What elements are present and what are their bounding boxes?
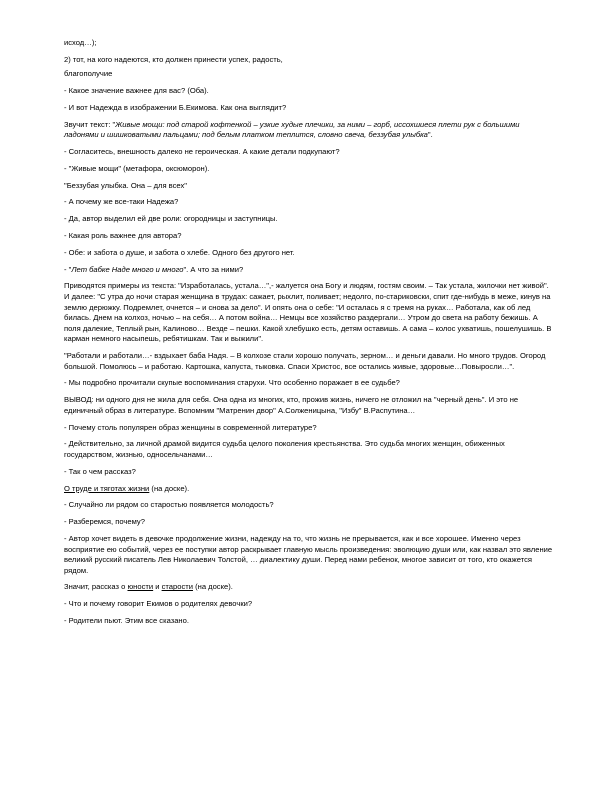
paragraph-23: - Случайно ли рядом со старостью появляется молодость? xyxy=(64,500,274,510)
summary-youth: юности xyxy=(127,582,154,592)
quote-open: Звучит текст: " xyxy=(64,119,116,129)
paragraph-3: благополучие xyxy=(64,69,113,79)
summary-old-age: старости xyxy=(161,582,193,592)
question-close: ". А что за ними? xyxy=(183,264,244,274)
paragraph-17: - Мы подробно прочитали скупые воспоминания старухи. Что особенно поражает в ее судьбе? xyxy=(64,378,400,388)
paragraph-7: - Согласитесь, внешность далеко не героическая. А какие детали подкупают? xyxy=(64,147,340,157)
question-open: - " xyxy=(64,264,72,274)
paragraph-26 xyxy=(64,582,556,593)
paragraph-11: - Да, автор выделил ей две роли: огородницы и заступницы. xyxy=(64,214,278,224)
paragraph-10: - А почему же все-таки Надежа? xyxy=(64,197,179,207)
paragraph-28: - Родители пьют. Этим все сказано. xyxy=(64,616,189,626)
paragraph-4: - Какое значение важнее для вас? (Оба). xyxy=(64,86,209,96)
summary-start: Значит, рассказ о xyxy=(64,582,128,592)
paragraph-14 xyxy=(64,265,556,276)
paragraph-25: - Автор хочет видеть в девочке продолжение жизни, надежду на то, что жизнь не прерывается, как и все хорошее. Именно через восприятие ею событий, через ее поступки автор раскрывает главную мысль произведения: эволюцию души или, как назвал это явление великий русский писатель Лев Николаевич Толстой, … диалектику души. Перед нами ребенок, многое зависит от того, кто окажется рядом. xyxy=(64,533,553,575)
paragraph-1: исход…); xyxy=(64,38,97,47)
paragraph-20: - Действительно, за личной драмой видится судьба целого поколения крестьянства. Это судьба многих женщин, обиженных государством, жизнью, односельчанами… xyxy=(64,439,505,459)
paragraph-27: - Что и почему говорит Екимов о родителях девочки? xyxy=(64,599,253,609)
paragraph-12: - Какая роль важнее для автора? xyxy=(64,231,182,240)
paragraph-2: 2) тот, на кого надеются, кто должен принести успех, радость, xyxy=(64,54,283,64)
paragraph-9: "Беззубая улыбка. Она – для всех" xyxy=(64,180,187,190)
summary-note: (на доске). xyxy=(192,582,233,592)
paragraph-5: - И вот Надежда в изображении Б.Екимова. Как она выглядит? xyxy=(64,102,287,112)
paragraph-13: - Обе: и забота о душе, и забота о хлебе. Одного без другого нет. xyxy=(64,247,295,257)
quote-close: ". xyxy=(427,130,433,140)
paragraph-19: - Почему столь популярен образ женщины в современной литературе? xyxy=(64,422,317,432)
document-page xyxy=(64,38,556,633)
paragraph-6 xyxy=(64,120,556,141)
paragraph-15: Приводятся примеры из текста: "Изработалась, устала…",- жалуется она Богу и людям, гостям своим. – Так устала, жилочки нет живой". И далее: "С утра до ночи старая женщина в трудах: сажает, рыхлит, поливает; недолго, по-стариковски, спит где-нибудь в меже, кинув на землю дерюжку. Подремлет, очнется – и снова за дело". И опять она о себе: "И осталась я с тремя на руках… Работала, как об лед билась. Днем на колхоз, ночью – на себя… А потом война… Немцы все хозяйство раздергали… Утром до света на работу бежишь. А поля далекие, Теплый рын, Калиново… Везде – пешки. Какой хлебушко есть, детям оставишь. А сама – колос ухватишь, пошелушишь. В карман немного насыпешь, ребятишкам. Так и выжили". xyxy=(64,281,552,344)
paragraph-18: ВЫВОД: ни одного дня не жила для себя. Она одна из многих, кто, прожив жизнь, ничего не отложил на "черный день". И это не единичный образ в литературе. Вспомним "Матренин двор" А.Солженицына, "Избу" В.Распутина… xyxy=(64,395,519,415)
summary-and: и xyxy=(153,582,162,592)
topic-note: (на доске). xyxy=(149,483,190,493)
topic-underlined: О труде и тяготах жизни xyxy=(64,483,150,493)
question-italic: Лет бабке Наде много и много xyxy=(71,264,184,274)
paragraph-24: - Разберемся, почему? xyxy=(64,517,145,527)
paragraph-21: - Так о чем рассказ? xyxy=(64,466,136,476)
paragraph-22 xyxy=(64,484,556,495)
paragraph-8: - "Живые мощи" (метафора, оксюморон). xyxy=(64,163,210,173)
quote-italic: Живые мощи: под старой кофтенкой – узкие худые плечики, за ними – горб, иссохшиеся плети рук с большими ладонями и шишковатыми пальцами; под белым платком теплится, словно свеча, беззубая улыбка xyxy=(64,119,520,140)
paragraph-16: "Работали и работали…- вздыхает баба Надя. – В колхозе стали хорошо получать, зерном… и деньги давали. Но много трудов. Огород большой. Помолюсь – и работаю. Картошка, капуста, тыковка. Спаси Христос, все остались живые, здоровые…Повыросли…". xyxy=(64,351,546,371)
